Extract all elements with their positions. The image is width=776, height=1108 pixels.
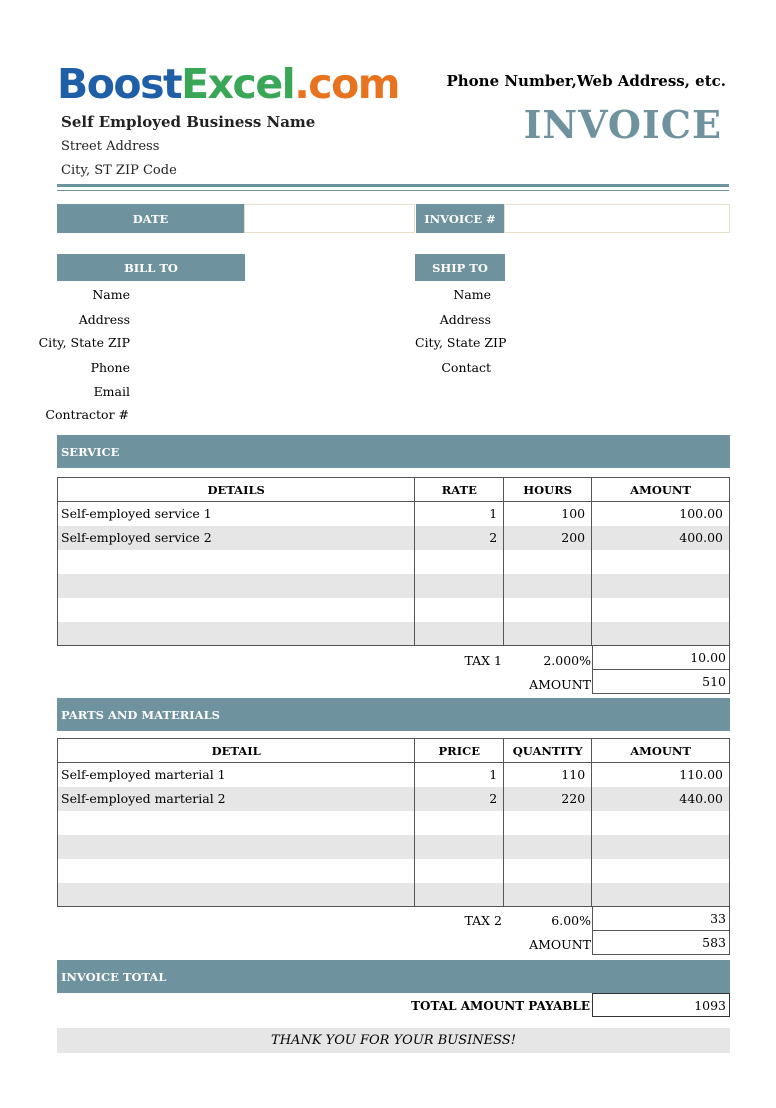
service-tax-rate[interactable]: 2.000% (543, 653, 591, 668)
table-row (58, 763, 730, 787)
service-hours-cell[interactable] (504, 574, 592, 598)
logo-part-3: .com (294, 60, 399, 108)
table-row (58, 502, 730, 526)
total-amount-value: 1093 (592, 993, 730, 1017)
parts-quantity-cell[interactable] (504, 883, 592, 907)
service-rate-cell[interactable]: 1 (415, 502, 504, 526)
brand-logo (57, 60, 399, 108)
parts-detail-cell[interactable] (58, 835, 415, 859)
parts-detail-cell[interactable] (58, 859, 415, 883)
service-rate-cell[interactable] (415, 622, 504, 646)
street-address: Street Address (61, 139, 160, 154)
parts-tax-rate[interactable]: 6.00% (551, 913, 591, 928)
service-detail-cell[interactable] (58, 622, 415, 646)
parts-col-detail: DETAIL (58, 739, 415, 763)
city-line: City, ST ZIP Code (61, 163, 177, 178)
parts-amount-cell (592, 835, 730, 859)
table-row (58, 787, 730, 811)
parts-quantity-cell[interactable] (504, 811, 592, 835)
contact-line: Phone Number,Web Address, etc. (446, 72, 726, 90)
header-divider-thin (57, 190, 729, 191)
parts-amount-cell (592, 883, 730, 907)
table-row (58, 883, 730, 907)
invoice-number-label: INVOICE # (416, 204, 504, 233)
invoice-total-header: INVOICE TOTAL (57, 960, 730, 993)
ship-to-header: SHIP TO (415, 254, 505, 281)
parts-price-cell[interactable]: 2 (415, 787, 504, 811)
table-row (58, 811, 730, 835)
parts-col-amount: AMOUNT (592, 739, 730, 763)
bill-to-header: BILL TO (57, 254, 245, 281)
service-amount-cell: 100.00 (592, 502, 730, 526)
bill-to-name-label: Name (92, 287, 130, 302)
service-tax-amount: 10.00 (592, 646, 730, 670)
bill-to-contractor-label: Contractor # (45, 407, 129, 422)
parts-amount-label: AMOUNT (529, 937, 591, 952)
service-hours-cell[interactable] (504, 550, 592, 574)
service-detail-cell[interactable]: Self-employed service 1 (58, 502, 415, 526)
service-hours-cell[interactable]: 100 (504, 502, 592, 526)
parts-tax-label: TAX 2 (464, 913, 502, 928)
parts-quantity-cell[interactable]: 110 (504, 763, 592, 787)
thank-you-message: THANK YOU FOR YOUR BUSINESS! (57, 1028, 730, 1053)
service-col-details: DETAILS (58, 478, 415, 502)
date-field[interactable] (244, 204, 415, 233)
service-hours-cell[interactable] (504, 598, 592, 622)
ship-to-contact-label: Contact (441, 360, 491, 375)
service-hours-cell[interactable] (504, 622, 592, 646)
parts-amount-cell (592, 859, 730, 883)
service-amount-cell (592, 550, 730, 574)
service-rate-cell[interactable] (415, 550, 504, 574)
invoice-number-field[interactable] (504, 204, 730, 233)
parts-price-cell[interactable]: 1 (415, 763, 504, 787)
service-amount-cell (592, 574, 730, 598)
table-row (58, 859, 730, 883)
bill-to-phone-label: Phone (90, 360, 130, 375)
service-hours-cell[interactable]: 200 (504, 526, 592, 550)
service-section-header: SERVICE (57, 435, 730, 468)
service-rate-cell[interactable] (415, 598, 504, 622)
parts-detail-cell[interactable]: Self-employed marterial 1 (58, 763, 415, 787)
business-name: Self Employed Business Name (61, 113, 316, 131)
header-divider-thick (57, 184, 729, 187)
parts-detail-cell[interactable] (58, 811, 415, 835)
parts-table (57, 738, 730, 907)
table-row (58, 550, 730, 574)
table-row (58, 574, 730, 598)
parts-detail-cell[interactable] (58, 883, 415, 907)
table-row (58, 598, 730, 622)
service-col-rate: RATE (415, 478, 504, 502)
parts-price-cell[interactable] (415, 835, 504, 859)
date-label: DATE (57, 204, 244, 233)
parts-price-cell[interactable] (415, 883, 504, 907)
ship-to-city-label: City, State ZIP (415, 335, 507, 350)
service-detail-cell[interactable]: Self-employed service 2 (58, 526, 415, 550)
parts-quantity-cell[interactable] (504, 859, 592, 883)
parts-amount-cell: 440.00 (592, 787, 730, 811)
service-amount-label: AMOUNT (529, 677, 591, 692)
parts-price-cell[interactable] (415, 859, 504, 883)
service-col-amount: AMOUNT (592, 478, 730, 502)
parts-detail-cell[interactable]: Self-employed marterial 2 (58, 787, 415, 811)
service-tax-label: TAX 1 (464, 653, 502, 668)
service-amount-total: 510 (592, 670, 730, 694)
ship-to-name-label: Name (453, 287, 491, 302)
logo-part-1: Boost (57, 60, 182, 108)
service-detail-cell[interactable] (58, 598, 415, 622)
service-col-hours: HOURS (504, 478, 592, 502)
service-detail-cell[interactable] (58, 550, 415, 574)
table-row (58, 835, 730, 859)
service-rate-cell[interactable]: 2 (415, 526, 504, 550)
parts-amount-cell: 110.00 (592, 763, 730, 787)
parts-price-cell[interactable] (415, 811, 504, 835)
parts-col-price: PRICE (415, 739, 504, 763)
parts-quantity-cell[interactable]: 220 (504, 787, 592, 811)
bill-to-city-label: City, State ZIP (38, 335, 130, 350)
parts-quantity-cell[interactable] (504, 835, 592, 859)
invoice-title: INVOICE (523, 102, 722, 147)
bill-to-address-label: Address (78, 312, 130, 327)
service-amount-cell (592, 598, 730, 622)
parts-amount-total: 583 (592, 931, 730, 955)
total-amount-label: TOTAL AMOUNT PAYABLE (411, 999, 590, 1013)
parts-tax-amount: 33 (592, 907, 730, 931)
parts-section-header: PARTS AND MATERIALS (57, 698, 730, 731)
service-detail-cell[interactable] (58, 574, 415, 598)
table-row (58, 622, 730, 646)
service-amount-cell (592, 622, 730, 646)
table-row (58, 526, 730, 550)
parts-amount-cell (592, 811, 730, 835)
ship-to-address-label: Address (439, 312, 491, 327)
logo-part-2: Excel (181, 60, 295, 108)
service-table (57, 477, 730, 646)
bill-to-email-label: Email (93, 384, 130, 399)
service-rate-cell[interactable] (415, 574, 504, 598)
service-amount-cell: 400.00 (592, 526, 730, 550)
parts-col-quantity: QUANTITY (504, 739, 592, 763)
